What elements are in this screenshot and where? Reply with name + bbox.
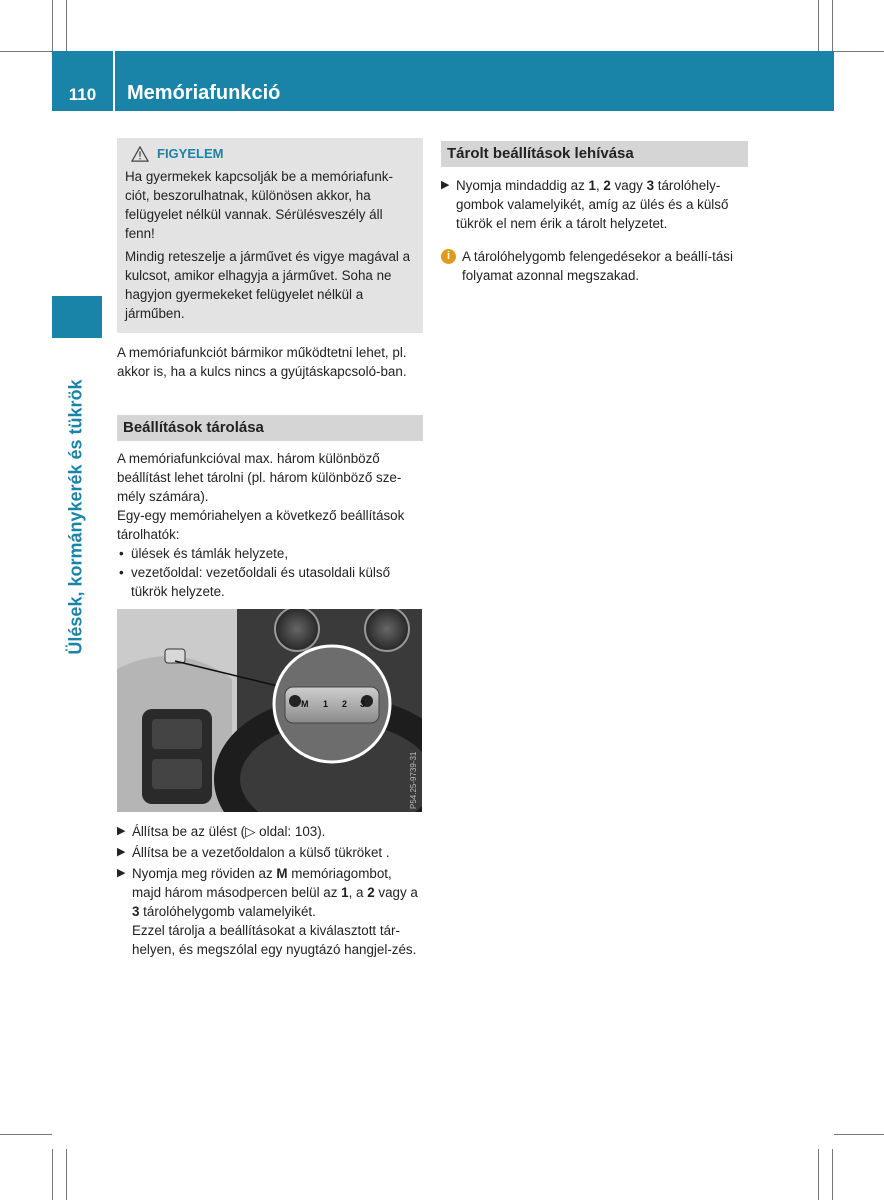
step-text: 1 <box>588 178 596 193</box>
left-column <box>117 138 423 961</box>
warning-heading <box>125 144 415 163</box>
list-item: • ülések és támlák helyzete, <box>117 544 423 563</box>
page-title: Memóriafunkció <box>127 82 281 104</box>
memory-button-m: M <box>301 699 309 709</box>
step-text: Állítsa be az ülést (▷ oldal: 103). <box>132 824 326 839</box>
step-text: 2 <box>603 178 611 193</box>
step-result: Ezzel tárolja a beállításokat a kiválasztott tár-helyen, és megszólal egy nyugtázó hangjel-zés. <box>132 923 417 957</box>
step-text: , a <box>348 885 368 900</box>
step-text: 2 <box>367 885 375 900</box>
step-text: memóriagombot, majd három másodpercen belül az <box>132 866 392 900</box>
step-text: tárolóhelygomb valamelyikét. <box>139 904 316 919</box>
step-text: 1 <box>341 885 349 900</box>
step-text: Nyomja meg röviden az <box>132 866 277 881</box>
memory-button-1: 1 <box>323 699 329 709</box>
crop-mark <box>818 0 819 51</box>
warning-heading-text: FIGYELEM <box>157 146 224 161</box>
right-column <box>441 141 748 285</box>
step-text: 3 <box>646 178 655 193</box>
crop-mark <box>66 0 67 51</box>
step-text: 3 <box>132 904 140 919</box>
step-text: vagy a <box>374 885 418 900</box>
bullet-list <box>117 544 423 601</box>
step-text: vagy <box>610 178 647 193</box>
step-text: Nyomja mindaddig az <box>456 178 589 193</box>
info-text: A tárolóhelygomb felengedésekor a beállí-tási folyamat azonnal megszakad. <box>462 249 733 283</box>
chapter-label: Ülések, kormánykerék és tükrök <box>65 379 86 655</box>
step-text: tárolóhely-gombok valamelyikét, amíg az ülés és a külső tükrök el nem érik a tárolt helyzetet. <box>456 178 729 231</box>
arrow-right-icon: ▶ <box>441 179 450 191</box>
intro-paragraph: A memóriafunkciót bármikor működtetni lehet, pl. akkor is, ha a kulcs nincs a gyújtáskapcsoló-ban. <box>117 345 407 379</box>
warning-paragraph: Ha gyermekek kapcsolják be a memóriafunk-ciót, beszorulhatnak, különösen akkor, ha felügyelet nélkül vannak. Sérülésveszély áll fenn! <box>125 169 393 241</box>
crop-mark <box>0 1134 52 1135</box>
step-text: , <box>595 178 604 193</box>
step-item <box>117 843 423 862</box>
page-number: 110 <box>52 51 115 111</box>
crop-mark <box>832 1149 833 1200</box>
arrow-right-icon: ▶ <box>117 825 126 837</box>
chapter-tab-marker <box>52 296 102 338</box>
crop-mark <box>834 51 884 52</box>
crop-mark <box>832 0 833 51</box>
step-item <box>441 176 748 233</box>
memory-button-3: 3 <box>360 699 366 709</box>
memory-buttons-photo <box>117 609 422 812</box>
store-paragraph: Egy-egy memóriahelyen a következő beállítások tárolhatók: <box>117 508 405 542</box>
crop-mark <box>52 0 53 51</box>
page-header <box>52 51 834 111</box>
list-item: • vezetőoldal: vezetőoldali és utasoldali külső tükrök helyzete. <box>117 563 423 601</box>
crop-mark <box>0 51 52 52</box>
arrow-right-icon: ▶ <box>117 867 126 879</box>
step-item <box>117 822 423 841</box>
step-list <box>117 822 423 959</box>
step-text: M <box>276 866 288 881</box>
warning-paragraph: Mindig reteszelje a járművet és vigye magával a kulcsot, amikor elhagyja a járművet. Soha ne hagyjon gyermekeket felügyelet nélkül a járműben. <box>125 249 411 321</box>
info-icon: i <box>441 249 456 264</box>
warning-triangle-icon <box>131 146 149 162</box>
crop-mark <box>834 1134 884 1135</box>
info-note <box>441 247 748 285</box>
memory-button-2: 2 <box>342 699 348 709</box>
crop-mark <box>52 1149 53 1200</box>
crop-mark <box>66 1149 67 1200</box>
crop-mark <box>818 1149 819 1200</box>
store-paragraph: A memóriafunkcióval max. három különböző beállítást lehet tárolni (pl. három különböző sze-mély számára). <box>117 451 402 504</box>
step-text: Állítsa be a vezetőoldalon a külső tükröket . <box>132 845 390 860</box>
section-heading-recall: Tárolt beállítások lehívása <box>441 141 748 167</box>
warning-box <box>117 138 423 333</box>
section-heading-store: Beállítások tárolása <box>117 415 423 441</box>
image-code: P54.25-9739-31 <box>409 751 418 809</box>
step-item <box>117 864 423 959</box>
arrow-right-icon: ▶ <box>117 846 126 858</box>
step-list <box>441 176 748 233</box>
